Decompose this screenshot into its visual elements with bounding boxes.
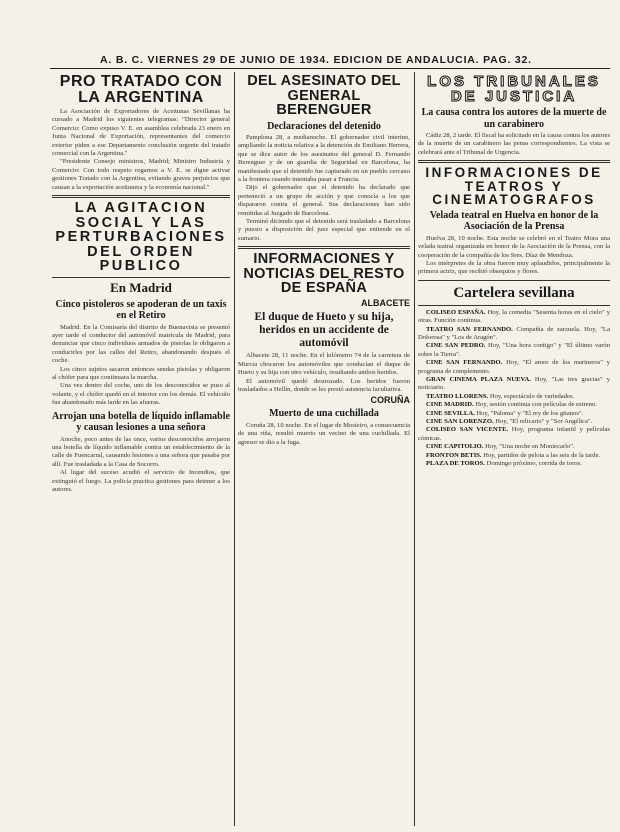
article-text: Huelva 28, 10 noche. Esta noche se celebró en el Teatro Mora una velada teatral organizada en honor de la Asociación de la Prensa, con la cooperación de la compañía de los Sres. Díaz de Mendoza. [418,234,610,259]
divider [52,195,230,198]
article-text: Al lugar del suceso acudió el servicio de Incendios, que extinguió el fuego. La policía practica gestiones para detener a los autores. [52,469,230,493]
cartelera-title: Cartelera sevillana [453,284,575,301]
listing-item: TEATRO LLORENS. Hoy, espectáculo de variedades. [426,392,575,400]
headline-informaciones: INFORMACIONES Y NOTICIAS DEL RESTO DE ESPAÑA [243,251,405,297]
dateline-albacete: ALBACETE [361,297,410,308]
article-text: Una vez dentro del coche, uno de los desconocidos se puso al volante, y el chófer quedó en el interior con los demás. El vehículo fue abandonado más tarde en las afueras. [52,382,230,407]
listing-item: CINE SAN FERNANDO. Hoy, "El amor de los marineros" y programa de complemento. [418,359,610,375]
dateline-coruna: CORUÑA [370,395,410,406]
article-text: Coruña 28, 10 noche. En el lugar de Mosteiro, a consecuencia de una riña, resultó muerto un vecino de una cuchillada. El agresor se dio a la fuga. [238,421,410,446]
subhead-pistoleros: Cinco pistoleros se apoderan de un taxis en el Retiro [55,298,227,321]
article-text: El automóvil quedó destrozado. Los heridos fueron trasladados a Hellín, donde se les prestó asistencia facultativa. [238,377,410,394]
cartelera-list [418,309,610,469]
masthead-line: A. B. C. VIERNES 29 DE JUNIO DE 1934. EDICION DE ANDALUCIA. PAG. 32. [100,54,532,66]
article-text: Los intérpretes de la obra fueron muy aplaudidos, principalmente la primera actriz, que recibió obsequios y flores. [418,259,610,276]
listing-item: CINE MADRID. Hoy, sesión continua con películas de estreno. [426,401,597,409]
column-divider-1 [234,72,235,826]
divider [238,246,410,249]
article-text: Cádiz 28, 2 tarde. El fiscal ha solicitado en la causa contra los autores de la muerte de un carabinero las penas correspondientes. La vista se celebrará ante el Tribunal de Urgencia. [418,132,610,156]
listing-item: CINE SAN LORENZO. Hoy, "El relicario" y "Sor Angélica". [426,418,593,426]
listing-item: CINE SEVILLA. Hoy, "Paloma" y "El rey de los gitanos". [426,409,584,417]
subhead-cuchillada: Muerto de una cuchillada [269,408,379,420]
article-text: Dijo el gobernador que el detenido ha declarado que perteneció a un grupo de acción y que conocía a los que dispararon contra el general. Sus declaraciones han sido remitidas al Juzgado de Barcelona. [238,184,410,217]
article-text: Pamplona 28, a medianoche. El gobernador civil interino, ampliando la noticia relativa a la detención de Emiliano Herrera, que se dice autor de los asesinatos del general D. Fernando Berenguer y de un guardia de Seguridad en Barcelona, ha manifestado que el detenido fue capturado en un pueblo cercano a la frontera cuando intentaba pasar a Francia. [238,134,410,184]
article-text: La Asociación de Exportadores de Aceitunas Sevillanas ha cursado a Madrid los siguientes telegramas: "Director general Comercio: Como expuso V. E. en asamblea celebrada 23 enero en Junta Nacional de Exportación, representantes del comercio exterior piden a ese Departamento conclusión urgente del tratado comercial con la Argentina." [52,108,230,158]
city-heading: En Madrid [110,279,172,295]
listing-item: PLAZA DE TOROS. Domingo próximo, corrida de toros. [426,460,582,468]
headline-argentina: PRO TRATADO CON LA ARGENTINA [59,73,223,106]
listing-item: COLISEO SAN VICENTE. Hoy, programa infantil y películas cómicas. [418,426,610,442]
subhead-carabinero: La causa contra los autores de la muerte de un carabinero [421,107,607,130]
divider [418,160,610,163]
article-text: Terminó diciendo que el detenido será trasladado a Barcelona y puesto a disposición del juez especial que entiende en el sumario. [238,218,410,242]
masthead [0,0,620,70]
headline-teatros: INFORMACIONES DE TEATROS Y CINEMATOGRAFOS [425,165,603,208]
listing-item: CINE CAPITOLIO. Hoy, "Una noche en Montecarlo". [426,443,575,451]
headline-berenguer: DEL ASESINATO DEL GENERAL BERENGUER [247,73,401,118]
column-right [418,72,610,826]
listing-item: FRONTON BETIS. Hoy, partidos de pelota a las seis de la tarde. [426,451,601,459]
listing-item: CINE SAN PEDRO. Hoy, "Una hora contigo" y "El último varón sobre la Tierra". [418,342,610,358]
article-text: "Presidente Consejo ministros, Madrid; Ministro Industria y Comercio: Con todo respeto rogamos a V. E. se digne activar gestiones Tratado con la Argentina, evitando graves perjuicios que causan a la exportación aceitunera y la economía nacional." [52,158,230,191]
divider [418,305,610,306]
headline-tribunales: LOS TRIBUNALES DE JUSTICIA [427,73,601,105]
listing-item: COLISEO ESPAÑA. Hoy, la comedia "Sesenta horas en el cielo" y otras. Función continua. [418,308,610,325]
subhead-declaraciones: Declaraciones del detenido [267,120,381,132]
listing-item: TEATRO SAN FERNANDO. Compañía de zarzuela. Hoy, "La Dolorosa" y "Los de Aragón". [418,325,610,341]
column-divider-2 [414,72,415,826]
subhead-velada: Velada teatral en Huelva en honor de la Asociación de la Prensa [429,209,599,233]
subhead-botella: Arrojan una botella de líquido inflamable y causan lesiones a una señora [52,410,230,434]
headline-agitacion: LA AGITACION SOCIAL Y LAS PERTURBACIONES DEL ORDEN PUBLICO [55,200,227,275]
divider [418,280,610,281]
subhead-duque: El duque de Hueto y su hija, heridos en un accidente de automóvil [254,310,394,350]
article-text: Madrid. En la Comisaría del distrito de Buenavista se presentó ayer tarde el conductor del automóvil matrícula de Madrid, para denunciar que cinco individuos armados de pistolas le obligaron a conducirles por las calles del Retiro, abandonando después el coche. [52,323,230,365]
listing-item: GRAN CINEMA PLAZA NUEVA. Hoy, "Las tres gracias" y noticiario. [418,376,610,392]
article-text: Albacete 28, 11 noche. En el kilómetro 74 de la carretera de Murcia chocaron los automóviles que conducían el duque de Hueto y su hija con otro vehículo, resultando ambos heridos. [238,352,410,377]
article-text: Anoche, poco antes de las once, varios desconocidos arrojaron una botella de líquido inflamable contra un establecimiento de la calle de Fuencarral, causando lesiones a una señora que pasaba por allí. Fue trasladada a la Casa de Socorro. [52,435,230,468]
divider [52,277,230,278]
article-text: Los cinco sujetos sacaron entonces sendas pistolas y obligaron al chófer para que continuara la marcha. [52,365,230,381]
column-middle [238,72,410,826]
column-left [52,72,230,826]
masthead-rule [50,68,610,69]
